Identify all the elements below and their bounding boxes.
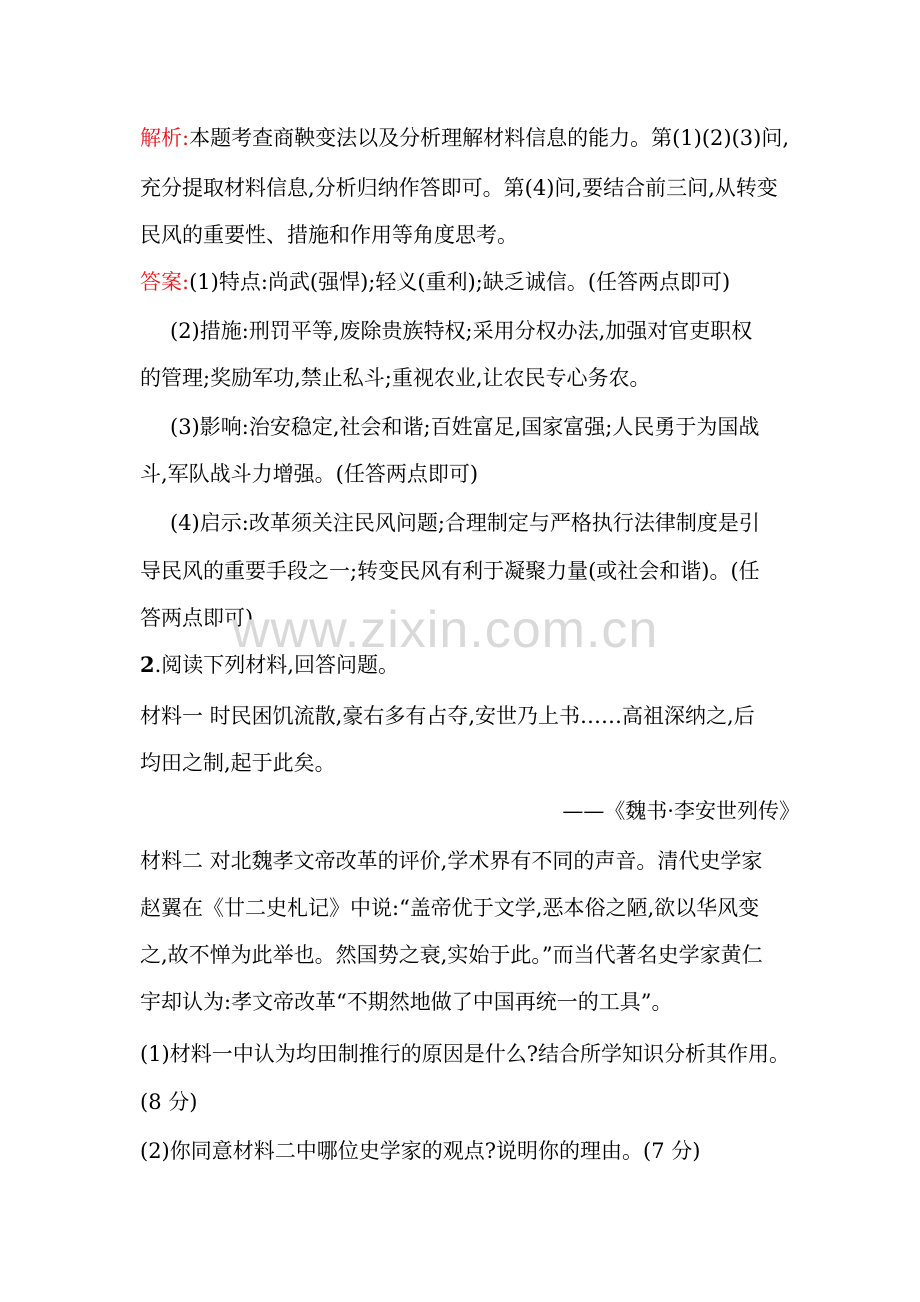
analysis-label: 解析: — [140, 126, 190, 150]
answer-2-line-1: (2)措施:刑罚平等,废除贵族特权;采用分权办法,加强对官吏职权 — [170, 319, 753, 343]
analysis-text-1: 本题考查商鞅变法以及分析理解材料信息的能力。第(1)(2)(3)问, — [189, 126, 789, 150]
question-2-number: 2 — [140, 652, 155, 677]
material-2-line-3: 之,故不惮为此举也。然国势之衰,实始于此。”而当代著名史学家黄仁 — [140, 943, 763, 967]
answer-4-line-2: 导民风的重要手段之一;转变民风有利于凝聚力量(或社会和谐)。(任 — [140, 559, 760, 583]
material-1-line-1: 材料一 时民困饥流散,豪右多有占夺,安世乃上书……高祖深纳之,后 — [140, 704, 755, 728]
answer-3-line-2: 斗,军队战斗力增强。(任答两点即可) — [140, 462, 479, 486]
question-2-2: (2)你同意材料二中哪位史学家的观点?说明你的理由。(7 分) — [140, 1139, 701, 1163]
material-1-source: ——《魏书·李安世列传》 — [562, 799, 800, 823]
answer-label: 答案: — [140, 270, 190, 294]
analysis-line-3: 民风的重要性、措施和作用等角度思考。 — [140, 223, 518, 247]
question-2-prompt — [140, 651, 800, 679]
material-2-line-1: 材料二 对北魏孝文帝改革的评价,学术界有不同的声音。清代史学家 — [140, 849, 763, 873]
material-1-line-2: 均田之制,起于此矣。 — [140, 751, 336, 775]
answer-2-line-2: 的管理;奖励军功,禁止私斗;重视农业,让农民专心务农。 — [140, 366, 651, 390]
answer-4-line-3: 答两点即可) — [140, 606, 254, 630]
question-2-1-line-2: (8 分) — [140, 1090, 198, 1114]
material-2-line-2: 赵翼在《廿二史札记》中说:“盖帝优于文学,恶本俗之陋,欲以华风变 — [140, 896, 760, 920]
analysis-line-1 — [140, 124, 800, 152]
question-2-1-line-1: (1)材料一中认为均田制推行的原因是什么?结合所学知识分析其作用。 — [140, 1042, 791, 1066]
answer-4-line-1: (4)启示:改革须关注民风问题;合理制定与严格执行法律制度是引 — [170, 511, 760, 535]
answer-1-text: (1)特点:尚武(强悍);轻义(重利);缺乏诚信。(任答两点即可) — [189, 270, 731, 294]
question-2-prompt-text: .阅读下列材料,回答问题。 — [154, 653, 399, 677]
material-2-line-4: 宇却认为:孝文帝改革“不期然地做了中国再统一的工具”。 — [140, 990, 673, 1014]
analysis-line-2: 充分提取材料信息,分析归纳作答即可。第(4)问,要结合前三问,从转变 — [140, 176, 778, 200]
watermark: www.zixin.com.cn — [232, 601, 659, 659]
answer-3-line-1: (3)影响:治安稳定,社会和谐;百姓富足,国家富强;人民勇于为国战 — [170, 415, 760, 439]
answer-line-1 — [140, 268, 800, 296]
